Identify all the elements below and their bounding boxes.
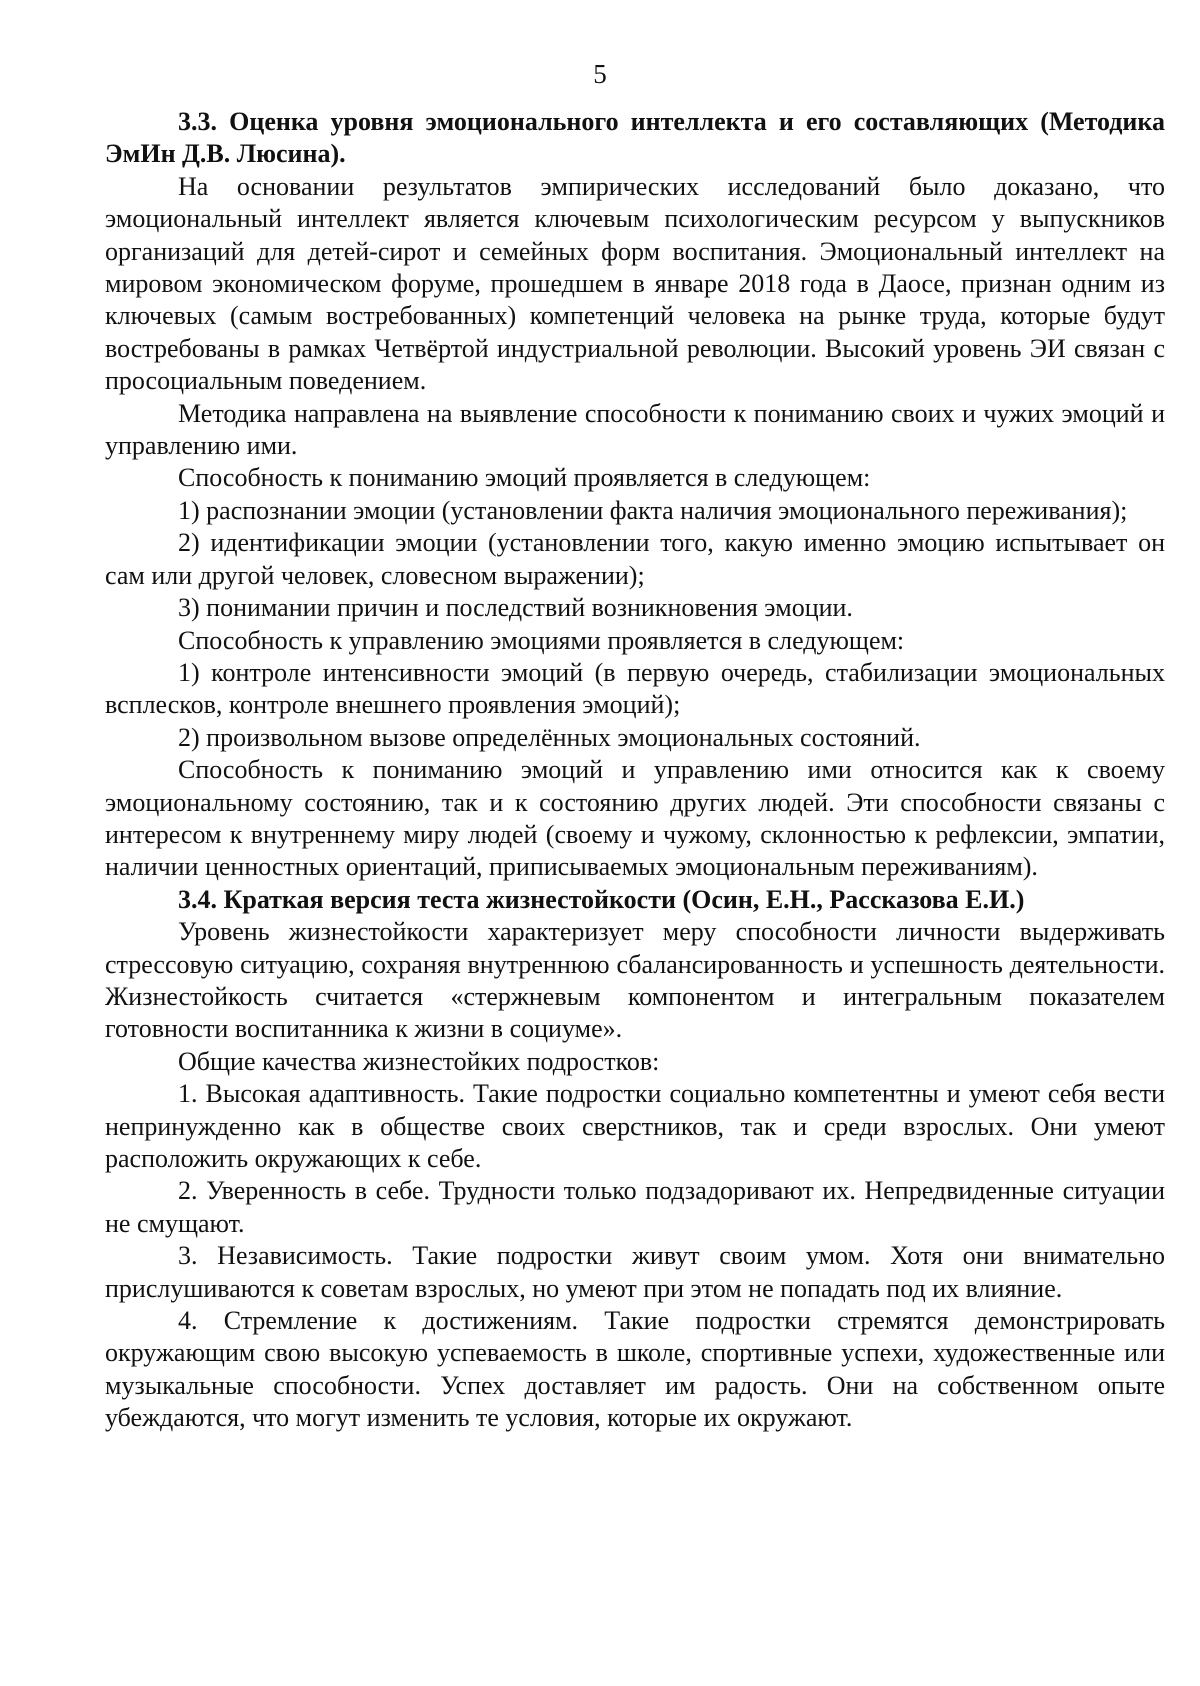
paragraph: На основании результатов эмпирических исследований было доказано, что эмоциональный интеллект является ключевым психологическим ресурсом у выпускников организаций для детей-сирот и семейных форм воспитания. Эмоциональный интеллект на мировом экономическом форуме, прошедшем в январе 2018 года в Даосе, признан одним из ключевых (самым востребованных) компетенций человека на рынке труда, которые будут востребованы в рамках Четвёртой индустриальной революции. Высокий уровень ЭИ связан с просоциальным поведением. (105, 171, 1165, 396)
list-item: 2) произвольном вызове определённых эмоциональных состояний. (178, 722, 921, 752)
paragraph: Способность к пониманию эмоций и управлению ими относится как к своему эмоциональному состоянию, так и к состоянию других людей. Эти способности связаны с интересом к внутреннему миру людей (своему и чужому, склонностью к рефлексии, эмпатии, наличии ценностных ориентаций, приписываемых эмоциональным переживаниям). (105, 755, 1165, 882)
section-heading-3-3: 3.3. Оценка уровня эмоционального интеллекта и его составляющих (Методика ЭмИн Д.В. Люсина). (105, 107, 1165, 169)
list-item: 3) понимании причин и последствий возникновения эмоции. (178, 593, 853, 623)
page-number: 5 (593, 59, 607, 89)
list-item: 4. Стремление к достижениям. Такие подростки стремятся демонстрировать окружающим свою высокую успеваемость в школе, спортивные успехи, художественные или музыкальные способности. Успех доставляет им радость. Они на собственном опыте убеждаются, что могут изменить те условия, которые их окружают. (105, 1306, 1165, 1433)
list-item: 2. Уверенность в себе. Трудности только подзадоривают их. Непредвиденные ситуации не смущают. (105, 1176, 1165, 1238)
list-item: 1) распознании эмоции (установлении факта наличия эмоционального переживания); (178, 495, 1128, 525)
list-item: 1) контроле интенсивности эмоций (в первую очередь, стабилизации эмоциональных всплесков, контроле внешнего проявления эмоций); (105, 657, 1165, 720)
page-content (105, 106, 1165, 1435)
list-item: 3. Независимость. Такие подростки живут своим умом. Хотя они внимательно прислушиваются к советам взрослых, но умеют при этом не попадать под их влияние. (105, 1241, 1165, 1303)
list-item: 2) идентификации эмоции (установлении того, какую именно эмоцию испытывает он сам или другой человек, словесном выражении); (105, 528, 1165, 590)
paragraph: Общие качества жизнестойких подростков: (178, 1046, 660, 1076)
paragraph: Способность к управлению эмоциями проявляется в следующем: (178, 625, 905, 655)
section-heading-3-4: 3.4. Краткая версия теста жизнестойкости (Осин, Е.Н., Рассказова Е.И.) (178, 884, 1025, 914)
list-item: 1. Высокая адаптивность. Такие подростки социально компетентны и умеют себя вести непринужденно как в обществе своих сверстников, так и среди взрослых. Они умеют расположить окружающих к себе. (105, 1079, 1165, 1173)
paragraph: Способность к пониманию эмоций проявляется в следующем: (178, 463, 871, 493)
paragraph: Уровень жизнестойкости характеризует меру способности личности выдерживать стрессовую ситуацию, сохраняя внутреннюю сбалансированность и успешность деятельности. Жизнестойкость считается «стержневым компонентом и интегральным показателем готовности воспитанника к жизни в социуме». (105, 917, 1165, 1044)
paragraph: Методика направлена на выявление способности к пониманию своих и чужих эмоций и управлению ими. (105, 398, 1165, 461)
